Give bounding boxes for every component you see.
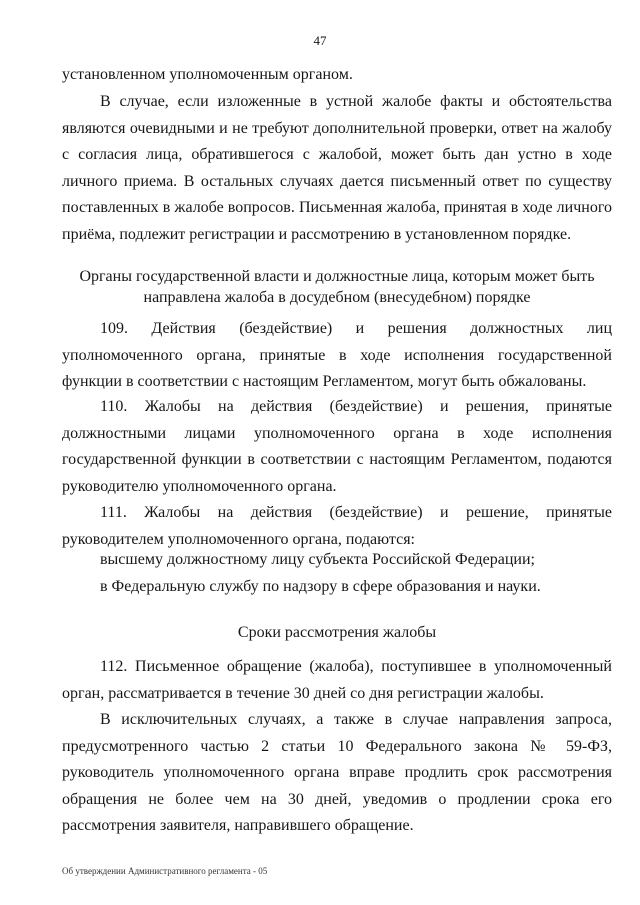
paragraph-110: 110. Жалобы на действия (бездействие) и решения, принятые должностными лицами уполномоченного органа в ходе исполнения государственной функции в соответствии с настоящим Регламентом, подаются руководителю уполномоченного органа. bbox=[62, 398, 612, 495]
heading-line-1: Органы государственной власти и должностные лица, которым может быть bbox=[79, 268, 595, 285]
paragraph-continuation: установленном уполномоченным органом. bbox=[62, 66, 353, 83]
section-heading-authorities bbox=[62, 266, 612, 308]
page-number: 47 bbox=[313, 33, 327, 48]
paragraph-111-item-b: в Федеральную службу по надзору в сфере образования и науки. bbox=[100, 578, 541, 595]
paragraph-oral-complaint: В случае, если изложенные в устной жалобе факты и обстоятельства являются очевидными и не требуют дополнительной проверки, ответ на жалобу с согласия лица, обратившегося с жалобой, может быть дан устно в ходе личного приема. В остальных случаях дается письменный ответ по существу поставленных в жалобе вопросов. Письменная жалоба, принятая в ходе личного приёма, подлежит регистрации и рассмотрению в установленном порядке. bbox=[62, 93, 612, 243]
heading-line-2: направлена жалоба в досудебном (внесудебном) порядке bbox=[143, 289, 531, 306]
paragraph-109: 109. Действия (бездействие) и решения должностных лиц уполномоченного органа, принятые в ходе исполнения государственной функции в соответствии с настоящим Регламентом, могут быть обжалованы. bbox=[62, 320, 612, 391]
paragraph-111-item-a: высшему должностному лицу субъекта Российской Федерации; bbox=[100, 551, 535, 568]
paragraph-111: 111. Жалобы на действия (бездействие) и решение, принятые руководителем уполномоченного органа, подаются: bbox=[62, 504, 612, 548]
paragraph-exceptional-cases: В исключительных случаях, а также в случае направления запроса, предусмотренного частью 2 статьи 10 Федерального закона № 59-ФЗ, руководитель уполномоченного органа вправе продлить срок рассмотрения обращения не более чем на 30 дней, уведомив о продлении срока его рассмотрения заявителя, направившего обращение. bbox=[62, 711, 612, 835]
paragraph-112: 112. Письменное обращение (жалоба), поступившее в уполномоченный орган, рассматривается в течение 30 дней со дня регистрации жалобы. bbox=[62, 658, 612, 702]
footer-text: Об утверждении Административного регламента - 05 bbox=[62, 866, 268, 876]
section-heading-terms: Сроки рассмотрения жалобы bbox=[237, 624, 437, 641]
